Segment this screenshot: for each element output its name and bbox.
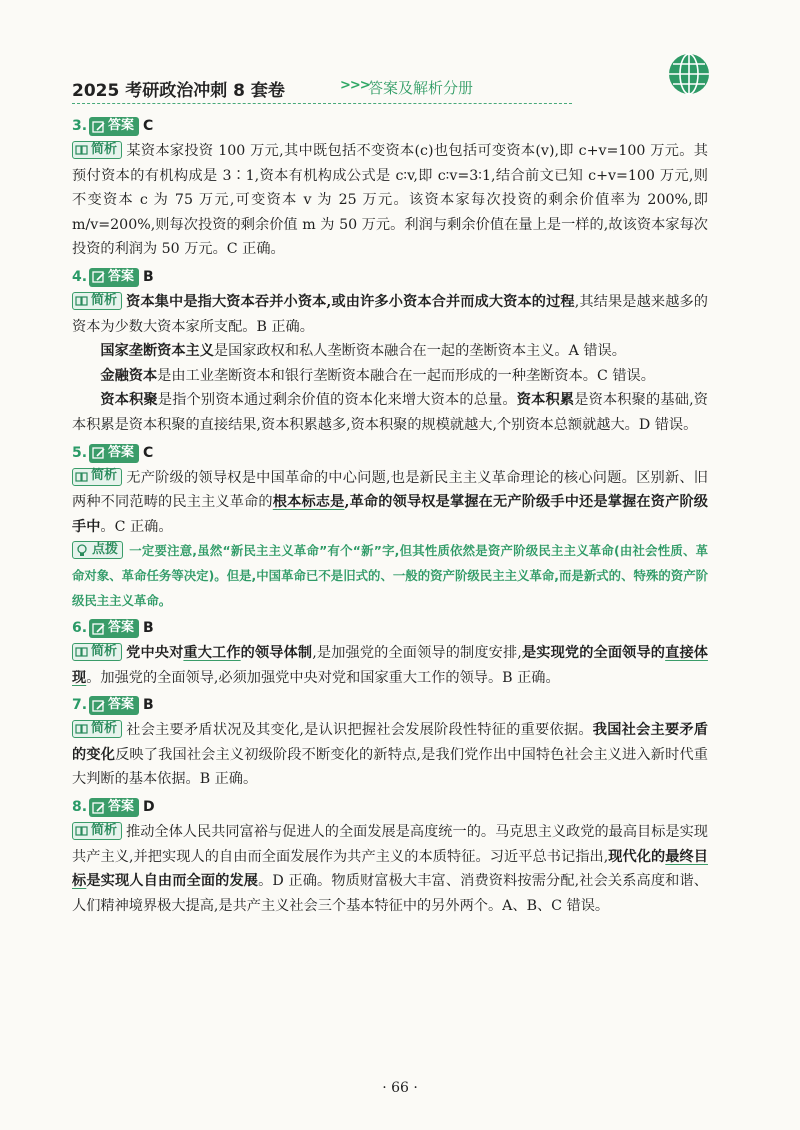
question-number: 8. — [72, 799, 88, 816]
analysis-paragraph — [72, 388, 708, 437]
key-concept: 金融资本 — [100, 367, 158, 384]
analysis-text: 推动全体人民共同富裕与促进人的全面发展是高度统一的。马克思主义政党的最高目标是实现共产主义,并把实现人的自由而全面发展作为共产主义的本质特征。习近平总书记指出, — [72, 824, 708, 865]
book-icon — [75, 143, 89, 157]
tip-tag-label: 点拨 — [92, 542, 119, 558]
tip-text: 一定要注意,虽然“新民主主义革命”有个“新”字,但其性质依然是资产阶级民主主义革命(由社会性质、革命对象、革命任务等决定)。但是,中国革命已不是旧式的、一般的资产阶级民主主义革命,而是新式的、特殊的资产阶级民主主义革命。 — [72, 543, 708, 608]
question-number: 7. — [72, 697, 88, 714]
answer-value: D — [143, 799, 155, 816]
question-5 — [72, 441, 708, 614]
key-concept: 资本积累 — [516, 392, 575, 409]
answer-tag — [89, 696, 139, 715]
page-header — [72, 72, 732, 102]
analysis-tag — [72, 822, 122, 840]
pencil-note-icon — [92, 622, 106, 636]
analysis-tag-label: 简析 — [91, 468, 118, 484]
key-concept: 资本积聚 — [100, 392, 158, 409]
analysis-tag — [72, 292, 122, 310]
question-number: 5. — [72, 444, 88, 461]
question-7 — [72, 693, 708, 792]
analysis-paragraph — [72, 339, 708, 364]
analysis-tag-label: 简析 — [91, 720, 118, 736]
analysis-tag — [72, 468, 122, 486]
analysis-paragraph — [72, 718, 708, 792]
key-concept: 是实现党的全面领导的 — [521, 645, 666, 662]
key-concept: 现代化的 — [608, 848, 666, 865]
analysis-text: 是国家政权和私人垄断资本融合在一起的垄断资本主义。A 错误。 — [213, 343, 626, 360]
answer-tag-label: 答案 — [108, 444, 135, 460]
book-icon — [75, 722, 89, 736]
answer-tag — [89, 117, 139, 136]
answer-value: C — [143, 444, 154, 461]
analysis-text: 是由工业垄断资本和银行垄断资本融合在一起而形成的一种垄断资本。C 错误。 — [157, 367, 655, 384]
question-4 — [72, 265, 708, 438]
answer-line — [72, 265, 708, 290]
key-concept: 我国社会主要矛盾的变化 — [72, 722, 708, 763]
book-icon — [75, 470, 89, 484]
answer-line — [72, 616, 708, 641]
key-concept: 直接体现 — [72, 645, 708, 686]
analysis-text: 是指个别资本通过剩余价值的资本化来增大资本的总量。 — [157, 392, 517, 409]
analysis-tag-label: 简析 — [91, 822, 118, 838]
answer-value: B — [143, 697, 154, 714]
answer-value: C — [143, 118, 154, 135]
key-concept: 党中央对 — [126, 645, 184, 662]
key-concept: 最终目标 — [72, 848, 708, 890]
question-number: 3. — [72, 118, 88, 135]
answer-tag — [89, 798, 139, 817]
analysis-tag-label: 简析 — [91, 292, 118, 308]
page-number: · 66 · — [382, 1080, 418, 1096]
globe-icon — [667, 52, 711, 96]
answer-line — [72, 114, 708, 139]
answer-tag — [89, 268, 139, 287]
analysis-paragraph — [72, 820, 708, 918]
analysis-text: ,其结果是越来越多的资本为少数大资本家所支配。B 正确。 — [72, 293, 708, 335]
analysis-text: 是资本积聚的基础,资本积累是资本积聚的直接结果,资本积累越多,资本积聚的规模就越大,个别资本总额就越大。D 错误。 — [72, 392, 708, 433]
analysis-tag — [72, 141, 122, 159]
analysis-paragraph — [72, 364, 708, 389]
analysis-text: 某资本家投资 100 万元,其中既包括不变资本(c)也包括可变资本(v),即 c+v=100 万元。其预付资本的有机构成是 3∶1,资本有机构成公式是 c∶v,即 c∶v=3∶1,结合前文已知 c+v=100 万元,则不变资本 c 为 75 万元,可变资本 v 为 25 万元。该资本家每次投资的剩余价值率为 200%,即 m/v=200%,则每次投资的剩余价值 m 为 50 万元。利润与剩余价值在量上是一样的,故该资本家每次投资的利润为 50 万元。C 正确。 — [72, 143, 708, 258]
tip-paragraph — [72, 539, 708, 613]
question-3 — [72, 114, 708, 262]
pencil-note-icon — [92, 446, 106, 460]
analysis-text: ,是加强党的全面领导的制度安排, — [312, 645, 522, 662]
answer-line — [72, 795, 708, 820]
analysis-paragraph — [72, 290, 708, 339]
analysis-text: 。D 正确。物质财富极大丰富、消费资料按需分配,社会关系高度和谐、人们精神境界极大提高,是共产主义社会三个基本特征中的另外两个。A、B、C 错误。 — [72, 873, 708, 914]
analysis-text: 无产阶级的领导权是中国革命的中心问题,也是新民主主义革命理论的核心问题。区别新、旧两种不同范畴的民主主义革命的 — [72, 469, 708, 511]
book-icon — [75, 294, 89, 308]
key-concept: 资本集中是指大资本吞并小资本,或由许多小资本合并而成大资本的过程 — [126, 293, 575, 310]
book-title: 2025 考研政治冲刺 8 套卷 — [72, 81, 285, 101]
pencil-note-icon — [92, 801, 106, 815]
answer-tag-label: 答案 — [108, 269, 135, 285]
answer-line — [72, 693, 708, 718]
answer-line — [72, 441, 708, 466]
key-concept: 的领导体制 — [240, 645, 313, 662]
lightbulb-icon — [75, 543, 89, 557]
key-concept: 根本标志是 — [272, 494, 345, 511]
answer-value: B — [143, 269, 154, 286]
key-concept: 是实现人自由而全面的发展 — [86, 873, 259, 890]
analysis-paragraph — [72, 139, 708, 262]
analysis-text: 社会主要矛盾状况及其变化,是认识把握社会发展阶段性特征的重要依据。 — [126, 722, 593, 739]
analysis-text: 。C 正确。 — [100, 518, 173, 535]
answer-tag — [89, 444, 139, 463]
tip-tag — [72, 541, 123, 559]
key-concept: 国家垄断资本主义 — [100, 343, 214, 360]
analysis-text: 反映了我国社会主义初级阶段不断变化的新特点,是我们党作出中国特色社会主义进入新时代重大判断的基本依据。B 正确。 — [72, 746, 708, 788]
section-subtitle: 答案及解析分册 — [368, 79, 474, 97]
pencil-note-icon — [92, 699, 106, 713]
analysis-paragraph — [72, 641, 708, 690]
key-concept: ,革命的领导权是掌握在无产阶级手中还是掌握在资产阶级手中 — [72, 494, 708, 535]
answer-content — [72, 114, 708, 921]
question-number: 6. — [72, 620, 88, 637]
question-6 — [72, 616, 708, 690]
answer-tag-label: 答案 — [108, 118, 135, 134]
analysis-text: 。加强党的全面领导,必须加强党中央对党和国家重大工作的领导。B 正确。 — [86, 669, 560, 686]
analysis-tag — [72, 643, 122, 661]
answer-tag — [89, 619, 139, 638]
analysis-tag — [72, 720, 122, 738]
header-arrows: >>> — [340, 78, 370, 93]
book-icon — [75, 824, 89, 838]
pencil-note-icon — [92, 120, 106, 134]
answer-tag-label: 答案 — [108, 697, 135, 713]
answer-tag-label: 答案 — [108, 620, 135, 636]
key-concept: 重大工作 — [183, 645, 241, 662]
analysis-paragraph — [72, 466, 708, 540]
answer-value: B — [143, 620, 154, 637]
header-divider — [72, 103, 572, 104]
analysis-tag-label: 简析 — [91, 643, 118, 659]
analysis-tag-label: 简析 — [91, 141, 118, 157]
question-8 — [72, 795, 708, 918]
pencil-note-icon — [92, 270, 106, 284]
answer-tag-label: 答案 — [108, 799, 135, 815]
question-number: 4. — [72, 269, 88, 286]
book-icon — [75, 645, 89, 659]
